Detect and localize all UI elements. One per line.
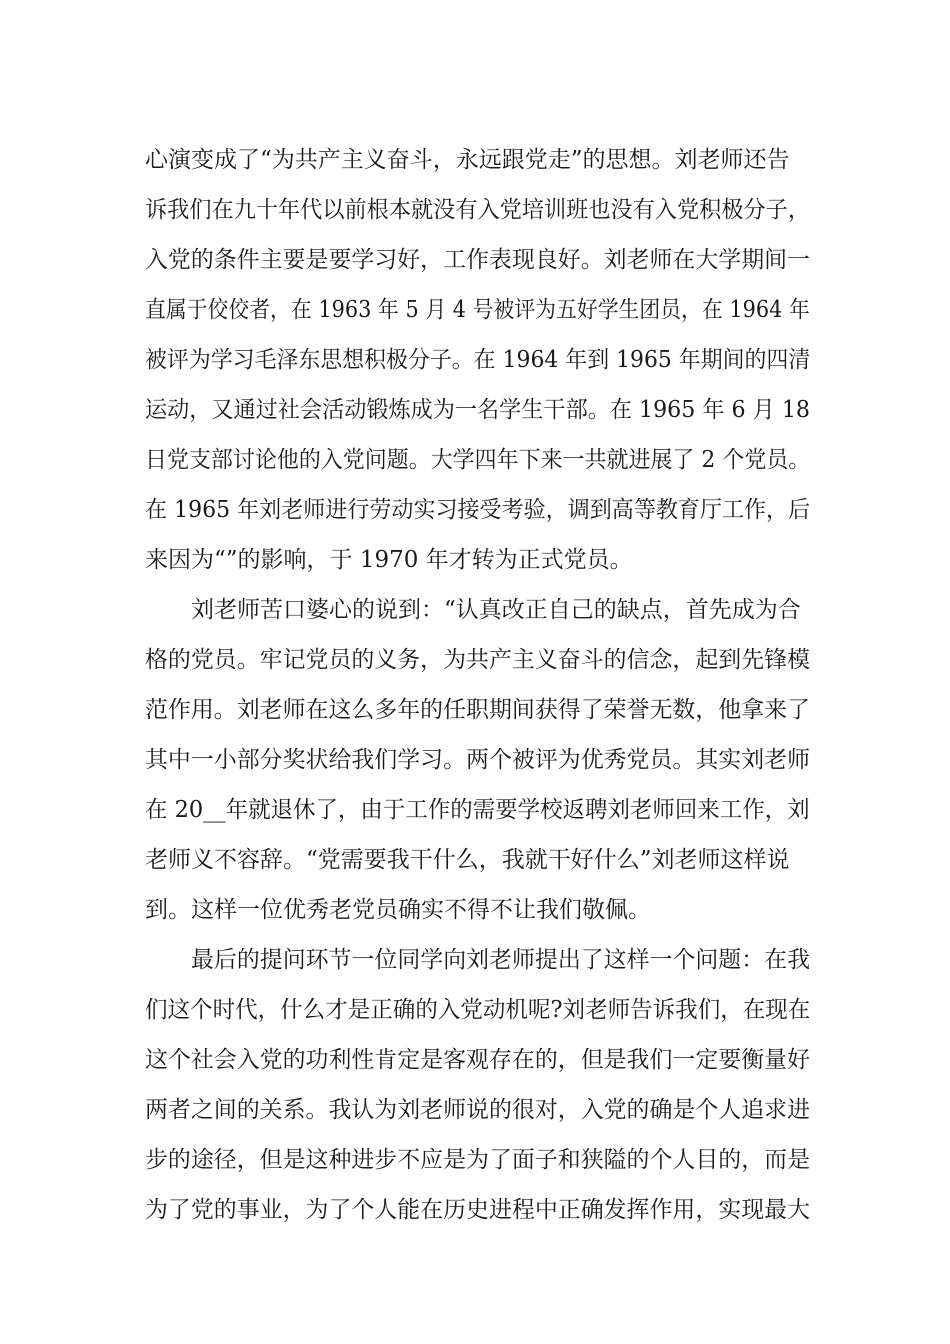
text-line [145, 385, 810, 435]
line-text: 步的途径，但是这种进步不应是为了面子和狭隘的个人目的，而是 [145, 1147, 810, 1173]
line-text: 们这个时代，什么才是正确的入党动机呢?刘老师告诉我们，在现在 [145, 997, 811, 1023]
text-line [145, 335, 810, 385]
text-line [145, 235, 810, 285]
line-text: 这个社会入党的功利性肯定是客观存在的，但是我们一定要衡量好 [145, 1047, 810, 1073]
text-line [145, 435, 810, 485]
text-line [145, 735, 810, 785]
line-text: 最后的提问环节一位同学向刘老师提出了这样一个问题：在我 [191, 947, 811, 973]
text-line [145, 935, 810, 985]
text-line [145, 485, 810, 535]
text-line [145, 585, 810, 635]
text-line [145, 135, 810, 185]
line-text: 格的党员。牢记党员的义务，为共产主义奋斗的信念，起到先锋模 [145, 647, 810, 673]
text-line [145, 785, 810, 835]
line-text: 运动，又通过社会活动锻炼成为一名学生干部。在 1965 年 6 月 18 [145, 397, 811, 423]
line-text: 在 20__年就退休了，由于工作的需要学校返聘刘老师回来工作，刘 [145, 797, 810, 823]
text-line [145, 685, 810, 735]
text-line [145, 535, 810, 585]
text-line [145, 285, 810, 335]
text-line [145, 1135, 810, 1185]
line-text: 其中一小部分奖状给我们学习。两个被评为优秀党员。其实刘老师 [145, 747, 810, 773]
line-text: 心演变成了“为共产主义奋斗，永远跟党走”的思想。刘老师还告 [145, 147, 790, 173]
text-line [145, 985, 810, 1035]
text-line [145, 835, 810, 885]
line-text: 到。这样一位优秀老党员确实不得不让我们敬佩。 [145, 897, 651, 923]
line-text: 两者之间的关系。我认为刘老师说的很对，入党的确是个人追求进 [145, 1097, 810, 1123]
line-text: 刘老师苦口婆心的说到：“认真改正自己的缺点，首先成为合 [191, 597, 801, 623]
body-text [145, 135, 810, 1235]
text-line [145, 1085, 810, 1135]
text-line [145, 1185, 810, 1235]
line-text: 在 1965 年刘老师进行劳动实习接受考验，调到高等教育厅工作，后 [145, 497, 811, 523]
line-text: 被评为学习毛泽东思想积极分子。在 1964 年到 1965 年期间的四清 [145, 347, 811, 373]
line-text: 诉我们在九十年代以前根本就没有入党培训班也没有入党积极分子， [145, 197, 811, 223]
line-text: 来因为“”的影响，于 1970 年才转为正式党员。 [145, 547, 633, 573]
line-text: 入党的条件主要是要学习好，工作表现良好。刘老师在大学期间一 [145, 247, 810, 273]
text-line [145, 635, 810, 685]
line-text: 直属于佼佼者，在 1963 年 5 月 4 号被评为五好学生团员，在 1964 年 [145, 297, 810, 323]
text-line [145, 185, 810, 235]
line-text: 为了党的事业，为了个人能在历史进程中正确发挥作用，实现最大 [145, 1197, 810, 1223]
line-text: 日党支部讨论他的入党问题。大学四年下来一共就进展了 2 个党员。 [145, 447, 811, 473]
line-text: 范作用。刘老师在这么多年的任职期间获得了荣誉无数，他拿来了 [145, 697, 810, 723]
line-text: 老师义不容辞。“党需要我干什么，我就干好什么”刘老师这样说 [145, 847, 790, 873]
text-line [145, 885, 810, 935]
text-line [145, 1035, 810, 1085]
